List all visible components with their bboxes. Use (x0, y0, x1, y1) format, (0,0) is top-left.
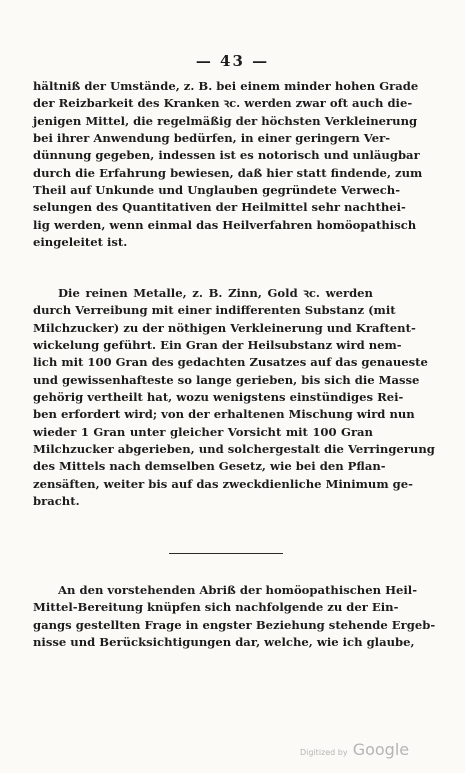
text-line: nisse und Berücksichtigungen dar, welche, wie ich glaube, (33, 635, 415, 650)
text-line: der Reizbarkeit des Kranken ꝛc. werden zwar oft auch die- (33, 96, 413, 111)
text-line: gangs gestellten Frage in engster Beziehung stehende Ergeb- (33, 617, 436, 632)
text-line: durch Verreibung mit einer indifferenten Substanz (mit (33, 303, 396, 318)
text-line: Milchzucker) zu der nöthigen Verkleinerung und Kraftent- (33, 320, 416, 335)
text-line: bracht. (33, 494, 80, 509)
text-line: zensäften, weiter bis auf das zweckdienliche Minimum ge- (33, 476, 413, 491)
text-line: gehörig vertheilt hat, wozu wenigstens einstündiges Rei- (33, 390, 404, 405)
text-line: eingeleitet ist. (33, 235, 128, 250)
page-number: — 43 — (195, 52, 270, 70)
text-line: Die reinen Metalle, z. B. Zinn, Gold ꝛc. werden (58, 286, 373, 300)
text-line: jenigen Mittel, die regelmäßig der höchsten Verkleinerung (33, 113, 418, 128)
text-line: An den vorstehenden Abriß der homöopathischen Heil- (58, 583, 418, 597)
text-line: Theil auf Unkunde und Unglauben gegründete Verwech- (33, 183, 401, 198)
text-line: Milchzucker abgerieben, und solchergestalt die Verringerung (33, 442, 435, 457)
text-line: ben erfordert wird; von der erhaltenen Mischung wird nun (33, 407, 415, 422)
text-line: selungen des Quantitativen der Heilmittel sehr nachthei- (33, 200, 406, 215)
text-line: bei ihrer Anwendung bedürfen, in einer geringern Ver- (33, 131, 391, 146)
digitized-watermark (300, 740, 409, 759)
text-line: hältniß der Umstände, z. B. bei einem minder hohen Grade (33, 79, 419, 93)
paragraph-1 (33, 78, 423, 251)
text-line: durch die Erfahrung bewiesen, daß hier statt findende, zum (33, 165, 423, 180)
text-line: Mittel-Bereitung knüpfen sich nachfolgende zu der Ein- (33, 600, 399, 615)
text-line: lig werden, wenn einmal das Heilverfahren homöopathisch (33, 217, 417, 232)
watermark-prefix: Digitized by (300, 748, 348, 757)
text-line: des Mittels nach demselben Gesetz, wie bei den Pflan- (33, 459, 386, 474)
paragraph-2 (33, 285, 435, 510)
watermark-brand: Google (352, 740, 410, 759)
text-line: dünnung gegeben, indessen ist es notorisch und unläugbar (33, 148, 420, 163)
text-line: wieder 1 Gran unter gleicher Vorsicht mit 100 Gran (33, 424, 373, 439)
text-line: und gewissenhafteste so lange gerieben, bis sich die Masse (33, 372, 420, 387)
paragraph-3 (33, 582, 436, 651)
text-line: wickelung geführt. Ein Gran der Heilsubstanz wird nem- (33, 338, 402, 353)
text-line: lich mit 100 Gran des gedachten Zusatzes auf das genaueste (33, 355, 428, 370)
section-divider (169, 553, 283, 554)
